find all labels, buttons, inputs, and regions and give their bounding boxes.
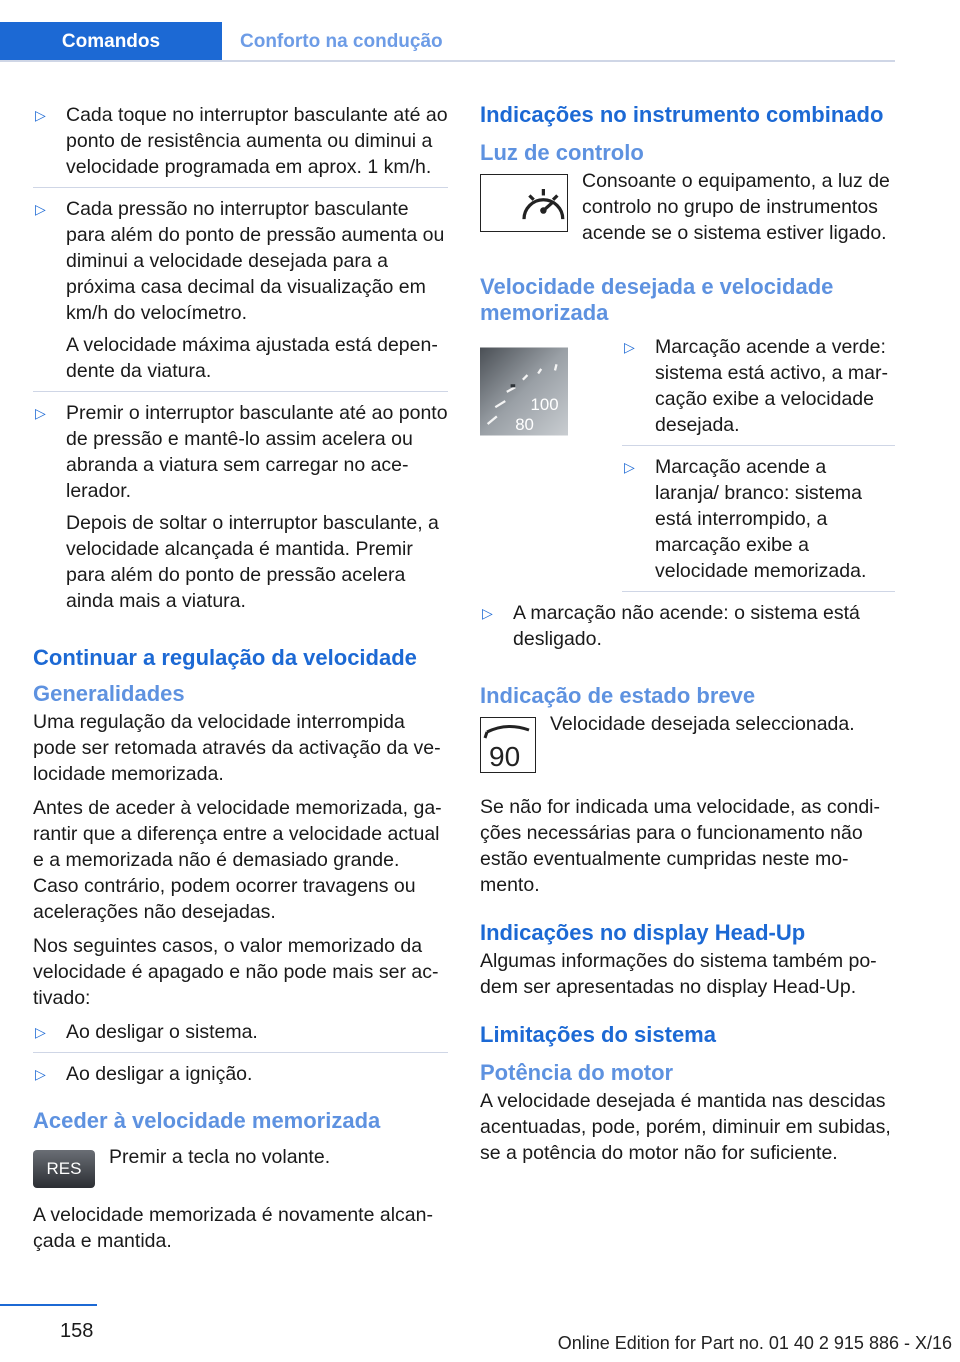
list-item: [480, 600, 895, 659]
heading-desired-speed: Velocidade desejada e velocidade memorizada: [480, 274, 834, 325]
list-item: [33, 1061, 448, 1094]
right-column: [480, 102, 895, 1174]
bullet-text: Marcação acende a verde: sistema está activo, a marcação exibe a velocidade desejada.: [655, 336, 888, 436]
page-number: 158: [60, 1320, 94, 1342]
bullet-text: Ao desligar o sistema.: [66, 1021, 258, 1043]
heading-indications: Indicações no instrumento combinado: [480, 102, 884, 127]
triangle-bullet-icon: ▷: [624, 459, 635, 475]
heading-limits: Limitações do sistema: [480, 1022, 716, 1047]
section-tab-comandos[interactable]: Comandos: [0, 22, 222, 62]
bullet-text: Premir o interruptor basculante até ao ponto de pressão e mantê-lo assim acelera ou abranda a viatura sem carregar no acelerador.: [66, 402, 448, 502]
list-item: [622, 454, 895, 592]
list-item: [33, 196, 448, 392]
control-light-row: [480, 168, 895, 246]
section-tab-conforto[interactable]: Conforto na condução: [240, 31, 443, 52]
paragraph: Uma regulação da velocidade interrompida pode ser retomada através da activação da velocidade memorizada.: [33, 711, 441, 785]
triangle-bullet-icon: ▷: [35, 201, 46, 217]
list-item: [33, 102, 448, 188]
paragraph: Antes de aceder à velocidade memorizada, garantir que a diferença entre a velocidade actual e a memorizada não é demasiado grande. Caso contrário, podem ocorrer travagens ou acelerações não desejadas.: [33, 797, 442, 923]
heading-hud: Indicações no display Head-Up: [480, 920, 806, 945]
res-text: Premir a tecla no volante.: [109, 1146, 331, 1168]
paragraph: Algumas informações do sistema também podem ser apresentadas no display Head-Up.: [480, 950, 877, 998]
status-row: [480, 711, 895, 780]
bullet-text: Cada toque no interruptor basculante até ao ponto de resistência aumenta ou diminui a velocidade programada em aprox. 1 km/h.: [66, 104, 448, 178]
heading-continue-speed: Continuar a regulação da velocidade: [33, 645, 417, 670]
heading-general: Generalidades: [33, 681, 185, 706]
paragraph: Se não for indicada uma velocidade, as condições necessárias para o funcionamento não estão eventualmente cumpridas neste momento.: [480, 796, 881, 896]
gauge-label-100: 100: [530, 395, 559, 415]
heading-control-light: Luz de controlo: [480, 140, 644, 165]
cruise-control-icon: [480, 174, 568, 239]
triangle-bullet-icon: ▷: [482, 605, 493, 621]
triangle-bullet-icon: ▷: [35, 1066, 46, 1082]
res-row: [33, 1144, 448, 1188]
triangle-bullet-icon: ▷: [35, 405, 46, 421]
bullet-text: Ao desligar a ignição.: [66, 1063, 253, 1085]
bullet-text: A velocidade máxima ajustada está dependente da viatura.: [66, 334, 438, 382]
speed-indicator-icon: [480, 717, 536, 780]
triangle-bullet-icon: ▷: [35, 1024, 46, 1040]
paragraph: A velocidade desejada é mantida nas descidas acentuadas, pode, porém, diminuir em subidas, se a potência do motor não for suficiente.: [480, 1090, 891, 1164]
bullet-text: Depois de soltar o interruptor basculante, a velocidade alcançada é mantida. Premir para além do ponto de pressão acelera ainda mais a viatura.: [66, 512, 439, 612]
heading-access-memorized: Aceder à velocidade memorizada: [33, 1108, 381, 1133]
triangle-bullet-icon: ▷: [624, 339, 635, 355]
status-value: 90: [489, 741, 521, 772]
speedometer-image: [480, 334, 568, 449]
paragraph: Nos seguintes casos, o valor memorizado da velocidade é apagado e não pode mais ser activado:: [33, 935, 439, 1009]
res-button-icon: RES: [33, 1150, 95, 1188]
gauge-row: [480, 334, 895, 600]
status-text: Velocidade desejada seleccionada.: [550, 713, 855, 735]
control-light-text: Consoante o equipamento, a luz de controlo no grupo de instrumentos acende se o sistema estiver ligado.: [582, 170, 890, 244]
heading-engine-power: Potência do motor: [480, 1060, 674, 1085]
header-rule: [0, 60, 895, 62]
speed-bullets: [622, 334, 895, 600]
gauge-label-80: 80: [515, 415, 534, 435]
bullet-text: Cada pressão no interruptor basculante para além do ponto de pressão aumenta ou diminui a velocidade desejada para a próxima casa decimal da visualização em km/h do velocímetro.: [66, 198, 445, 324]
list-item: [622, 334, 895, 446]
list-item: [33, 1019, 448, 1053]
page-header: [0, 22, 895, 64]
triangle-bullet-icon: ▷: [35, 107, 46, 123]
page-number-rule: [0, 1304, 97, 1306]
footer-edition: Online Edition for Part no. 01 40 2 915 886 - X/16: [557, 1333, 952, 1353]
list-item: [33, 400, 448, 621]
bullet-text: A marcação não acende: o sistema está desligado.: [513, 602, 860, 650]
left-column: [33, 102, 448, 1262]
paragraph: A velocidade memorizada é novamente alcançada e mantida.: [33, 1204, 433, 1252]
bullet-text: Marcação acende a laranja/ branco: sistema está interrompido, a marcação exibe a velocidade memorizada.: [655, 456, 867, 582]
heading-short-status: Indicação de estado breve: [480, 683, 756, 708]
